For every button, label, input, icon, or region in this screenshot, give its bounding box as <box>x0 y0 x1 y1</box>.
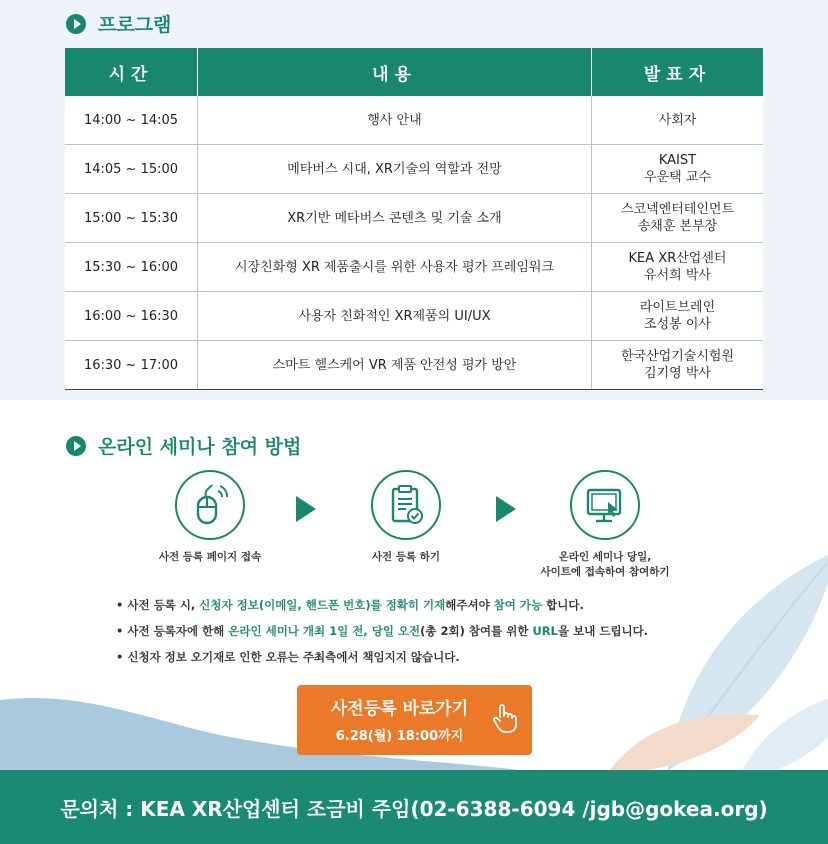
table-row <box>65 194 763 243</box>
program-title: 프로그램 <box>98 14 172 36</box>
note-highlight: 온라인 세미나 개최 1일 전, 당일 오전 <box>228 624 421 638</box>
table-row <box>65 243 763 292</box>
step-label: 사전 등록 하기 <box>371 551 441 563</box>
arrow-right-icon <box>496 496 516 522</box>
speaker-line: 조성봉 이사 <box>644 317 711 332</box>
speaker-line: 라이트브레인 <box>639 300 716 315</box>
note-text: 을 보내 드립니다. <box>558 624 649 638</box>
contact-text: 문의처 : KEA XR산업센터 조금비 주임(02-6388-6094 /jgb@gokea.org) <box>60 796 768 821</box>
monitor-click-icon <box>570 470 640 540</box>
note-text: 해주셔야 <box>445 598 494 612</box>
row-content: 스마트 헬스케어 VR 제품 안전성 평가 방안 <box>198 341 592 390</box>
row-speaker <box>592 243 764 292</box>
table-row <box>65 145 763 194</box>
step-label <box>520 550 690 580</box>
note-text: (총 2회) 참여를 위한 <box>420 624 533 638</box>
header-content: 내용 <box>198 48 592 96</box>
header-speaker: 발표자 <box>592 48 764 96</box>
table-row <box>65 292 763 341</box>
mouse-click-icon <box>175 470 245 540</box>
participation-heading <box>66 432 301 459</box>
table-row <box>65 341 763 390</box>
speaker-line: KAIST <box>658 153 697 168</box>
row-time: 15:30 ~ 16:00 <box>65 243 198 292</box>
clipboard-check-icon <box>371 470 441 540</box>
row-speaker <box>592 341 764 390</box>
note-text: • 사전 등록 시, <box>116 598 200 612</box>
program-heading <box>66 10 171 37</box>
cta-label: 사전등록 바로가기 <box>330 699 469 719</box>
row-speaker <box>592 194 764 243</box>
play-circle-icon <box>66 14 86 34</box>
speaker-line: 김기영 박사 <box>644 366 711 381</box>
row-time: 16:00 ~ 16:30 <box>65 292 198 341</box>
note-highlight: URL <box>532 624 558 638</box>
row-speaker <box>592 145 764 194</box>
row-time: 14:00 ~ 14:05 <box>65 96 198 145</box>
row-time: 16:30 ~ 17:00 <box>65 341 198 390</box>
speaker-line: 송채훈 본부장 <box>637 219 718 234</box>
row-content: 시장친화형 XR 제품출시를 위한 사용자 평가 프레임워크 <box>198 243 592 292</box>
note-1 <box>116 598 648 613</box>
arrow-right-icon <box>296 496 316 522</box>
hand-pointer-icon <box>492 703 518 733</box>
step-3 <box>520 470 690 580</box>
note-highlight: 참여 가능 <box>493 598 543 612</box>
row-speaker <box>592 96 764 145</box>
speaker-line: KEA XR산업센터 <box>628 251 727 266</box>
row-speaker <box>592 292 764 341</box>
cta-deadline: 6.28(월) 18:00까지 <box>335 729 464 744</box>
play-circle-icon <box>66 436 86 456</box>
step-label-line: 온라인 세미나 당일, <box>558 551 652 563</box>
contact-footer <box>0 770 828 844</box>
speaker-line: 사회자 <box>658 112 697 128</box>
pre-register-button[interactable] <box>297 685 532 755</box>
step-label: 사전 등록 페이지 접속 <box>158 551 262 563</box>
note-text: 합니다. <box>542 598 584 612</box>
note-3: • 신청자 정보 오기재로 인한 오류는 주최측에서 책임지지 않습니다. <box>116 650 460 664</box>
step-2 <box>326 470 486 565</box>
row-time: 15:00 ~ 15:30 <box>65 194 198 243</box>
participation-steps <box>0 470 828 590</box>
row-content: 행사 안내 <box>198 96 592 145</box>
speaker-line: 유서희 박사 <box>644 268 711 283</box>
row-content: 사용자 친화적인 XR제품의 UI/UX <box>198 292 592 341</box>
table-row <box>65 96 763 145</box>
row-content: XR기반 메타버스 콘텐츠 및 기술 소개 <box>198 194 592 243</box>
step-label-line: 사이트에 접속하여 참여하기 <box>540 566 670 578</box>
speaker-line: 한국산업기술시험원 <box>620 349 735 364</box>
program-table <box>65 48 763 390</box>
participation-title: 온라인 세미나 참여 방법 <box>98 436 302 458</box>
speaker-line: 우운택 교수 <box>644 170 711 185</box>
header-time: 시간 <box>65 48 198 96</box>
row-content: 메타버스 시대, XR기술의 역할과 전망 <box>198 145 592 194</box>
speaker-line: 스코넥엔터테인먼트 <box>620 202 735 217</box>
step-1 <box>130 470 290 565</box>
row-time: 14:05 ~ 15:00 <box>65 145 198 194</box>
note-text: • 사전 등록자에 한해 <box>116 624 229 638</box>
note-highlight: 신청자 정보(이메일, 핸드폰 번호)를 정확히 기재 <box>199 598 446 612</box>
notes <box>116 598 648 676</box>
note-2 <box>116 624 648 639</box>
